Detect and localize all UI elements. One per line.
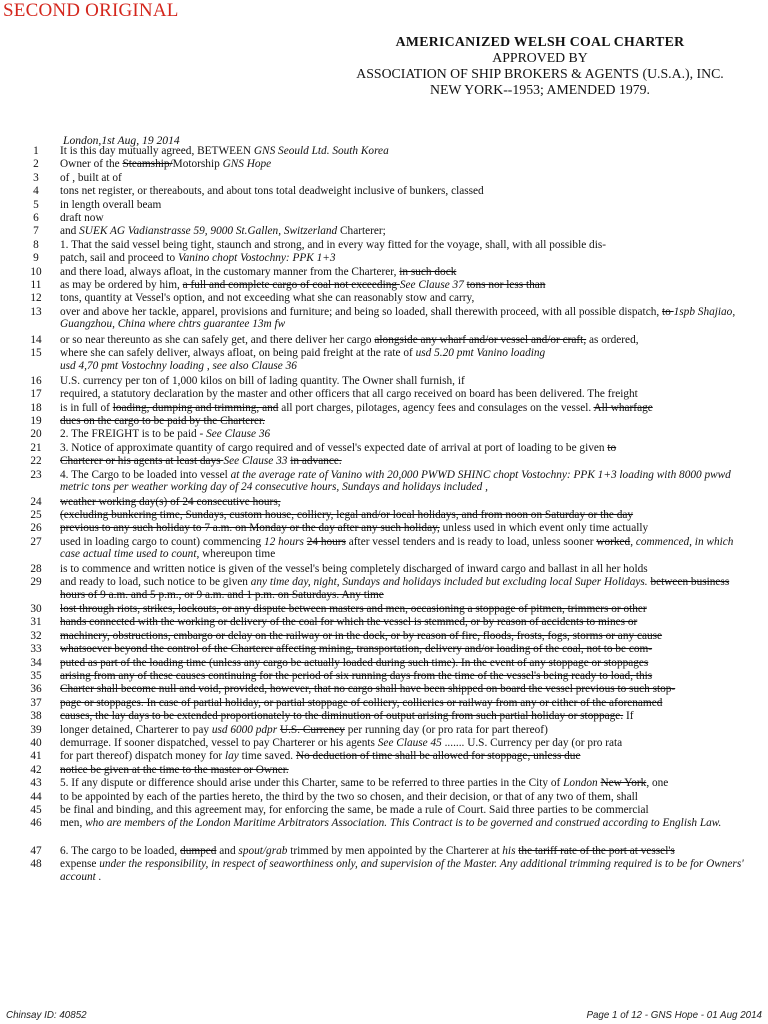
page-footer: Page 1 of 12 - GNS Hope - 01 Aug 2014 [586,1010,762,1021]
approved-by: APPROVED BY [492,50,588,65]
second-original-stamp: SECOND ORIGINAL [3,0,179,21]
date-line: London,1st Aug, 19 2014 [63,134,180,147]
charter-title: AMERICANIZED WELSH COAL CHARTER [395,34,685,49]
edition-line: NEW YORK--1953; AMENDED 1979. [430,82,650,97]
chinsay-id: Chinsay ID: 40852 [6,1010,87,1021]
charter-header [310,34,768,98]
association-name: ASSOCIATION OF SHIP BROKERS & AGENTS (U.S.A.), INC. [356,66,724,81]
